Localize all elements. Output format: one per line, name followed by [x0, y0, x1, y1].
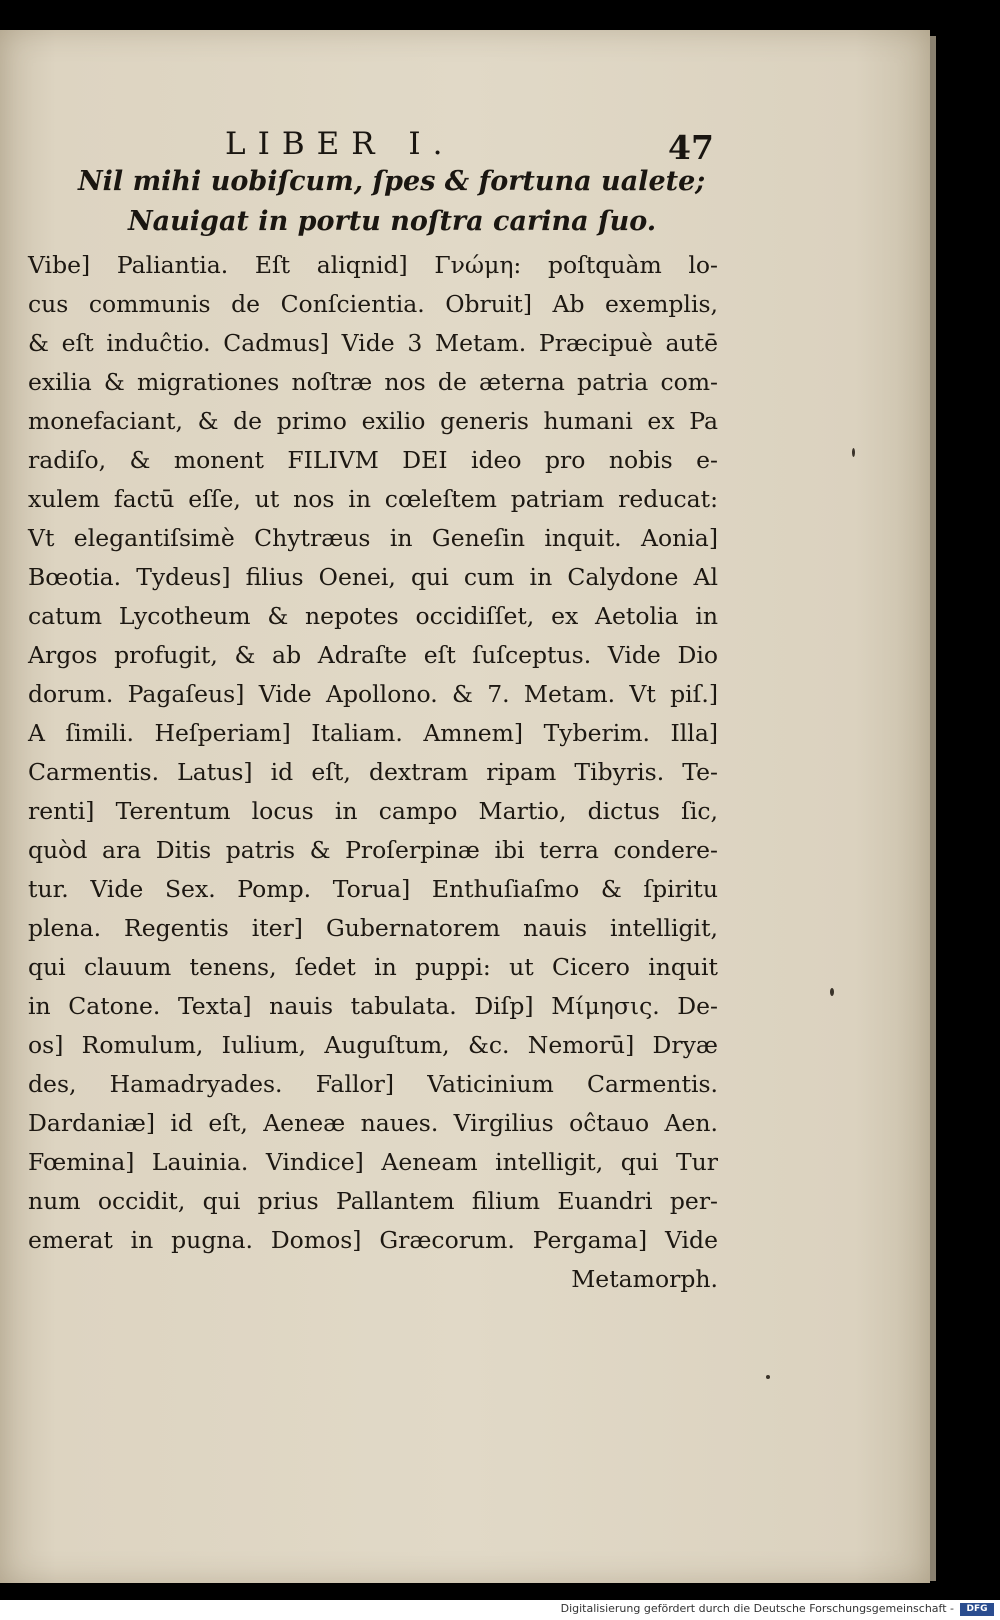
commentary-line: num occidit, qui prius Pallantem filium Euandri per- [28, 1187, 718, 1215]
page-number: 47 [668, 128, 714, 167]
commentary-line: emerat in pugna. Domos] Græcorum. Pergama] Vide [28, 1226, 718, 1254]
commentary-line: quòd ara Ditis patris & Proſerpinæ ibi terra condere- [28, 836, 718, 864]
commentary-line: catum Lycotheum & nepotes occidiſſet, ex Aetolia in [28, 602, 718, 630]
commentary-line: in Catone. Texta] nauis tabulata. Diſp] Μίμησις. De- [28, 992, 718, 1020]
commentary-line: plena. Regentis iter] Gubernatorem nauis intelligit, [28, 914, 718, 942]
commentary-line: Vibe] Paliantia. Eſt aliqnid] Γνώμη: poſtquàm lo- [28, 251, 718, 279]
commentary-line: exilia & migrationes noſtræ nos de æterna patria com- [28, 368, 718, 396]
catchword-line: Metamorph. [571, 1265, 718, 1293]
paper-speck [766, 1375, 770, 1379]
digitization-footer [0, 1600, 1000, 1620]
commentary-line: xulem factū eſſe, ut nos in cœleſtem patriam reducat: [28, 485, 718, 513]
commentary-line: radiſo, & monent FILIVM DEI ideo pro nobis e- [28, 446, 718, 474]
commentary-line: os] Romulum, Iulium, Auguſtum, &c. Nemorū] Dryæ [28, 1031, 718, 1059]
commentary-line: Vt elegantiſsimè Chytræus in Geneſin inquit. Aonia] [28, 524, 718, 552]
funding-credit: Digitalisierung gefördert durch die Deutsche Forschungsgemeinschaft - [560, 1602, 954, 1615]
page-edge [930, 36, 936, 1581]
running-head: LIBER I. [225, 126, 455, 162]
commentary-line: tur. Vide Sex. Pomp. Torua] Enthuſiaſmo & ſpiritu [28, 875, 718, 903]
page-header [0, 118, 930, 168]
commentary-line: cus communis de Conſcientia. Obruit] Ab exemplis, [28, 290, 718, 318]
commentary-line: Argos profugit, & ab Adraſte eſt ſuſceptus. Vide Dio [28, 641, 718, 669]
commentary-line: Bœotia. Tydeus] filius Oenei, qui cum in Calydone Al [28, 563, 718, 591]
commentary-line: & eſt induĉtio. Cadmus] Vide 3 Metam. Præcipuè autē [28, 329, 718, 357]
commentary-line: renti] Terentum locus in campo Martio, dictus ſic, [28, 797, 718, 825]
paper-speck [830, 988, 834, 996]
commentary-line: Fœmina] Lauinia. Vindice] Aeneam intelligit, qui Tur [28, 1148, 718, 1176]
commentary-line: Carmentis. Latus] id eſt, dextram ripam Tibyris. Te- [28, 758, 718, 786]
commentary-line: monefaciant, & de primo exilio generis humani ex Pa [28, 407, 718, 435]
verse-line: Nil mihi uobiſcum, ſpes & fortuna ualete; [78, 166, 706, 197]
dfg-logo: DFG [960, 1603, 994, 1616]
commentary-line: des, Hamadryades. Fallor] Vaticinium Carmentis. [28, 1070, 718, 1098]
verse-line: Nauigat in portu noſtra carina ſuo. [128, 206, 657, 237]
commentary-line: qui clauum tenens, ſedet in puppi: ut Cicero inquit [28, 953, 718, 981]
commentary-line: dorum. Pagaſeus] Vide Apollono. & 7. Metam. Vt piſ.] [28, 680, 718, 708]
paper-speck [852, 448, 855, 457]
commentary-line: Dardaniæ] id eſt, Aeneæ naues. Virgilius oĉtauo Aen. [28, 1109, 718, 1137]
commentary-text [28, 246, 718, 1299]
commentary-line: A ſimili. Heſperiam] Italiam. Amnem] Tyberim. Illa] [28, 719, 718, 747]
